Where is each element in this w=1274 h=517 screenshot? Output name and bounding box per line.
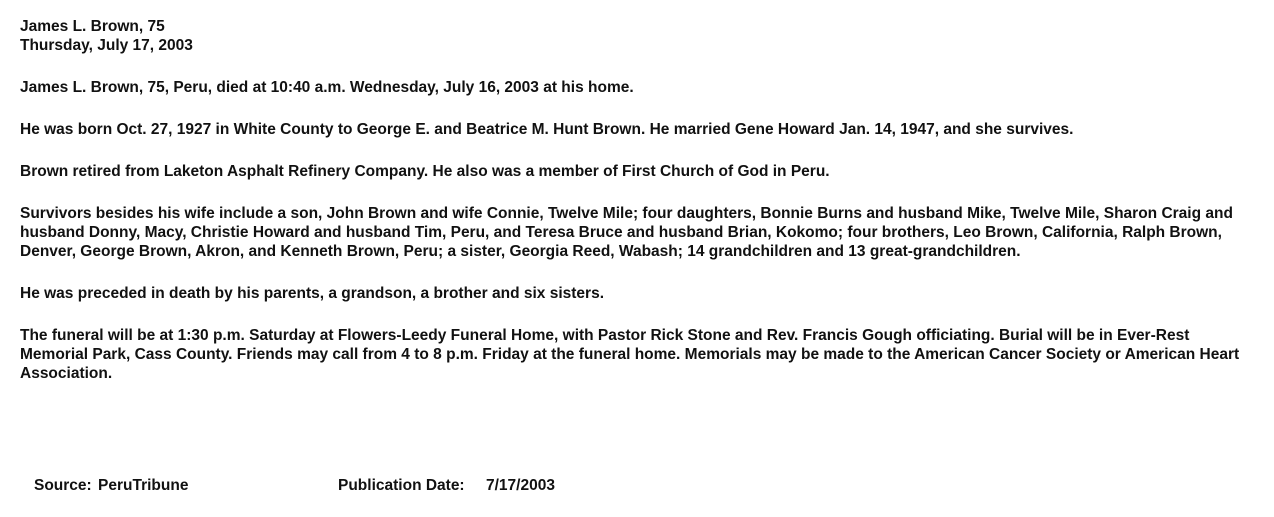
- publication-date-value: 7/17/2003: [486, 477, 555, 494]
- obituary-document: [20, 17, 1260, 383]
- survivors-paragraph: Survivors besides his wife include a son, John Brown and wife Connie, Twelve Mile; four daughters, Bonnie Burns and husband Mike, Twelve Mile, Sharon Craig and husband Donny, Macy, Christie Howard and husband Tim, Peru, and Teresa Bruce and husband Brian, Kokomo; four brothers, Leo Brown, California, Ralph Brown, Denver, George Brown, Akron, and Kenneth Brown, Peru; a sister, Georgia Reed, Wabash; 14 grandchildren and 13 great-grandchildren.: [20, 205, 1233, 260]
- source-footer: [34, 476, 555, 495]
- death-notice-paragraph: James L. Brown, 75, Peru, died at 10:40 a.m. Wednesday, July 16, 2003 at his home.: [20, 79, 634, 96]
- birth-marriage-paragraph: He was born Oct. 27, 1927 in White County to George E. and Beatrice M. Hunt Brown. He married Gene Howard Jan. 14, 1947, and she survives.: [20, 121, 1074, 138]
- source-value: PeruTribune: [98, 477, 189, 494]
- career-church-paragraph: Brown retired from Laketon Asphalt Refinery Company. He also was a member of First Church of God in Peru.: [20, 163, 830, 180]
- obituary-name-line: James L. Brown, 75: [20, 18, 165, 35]
- preceded-in-death-paragraph: He was preceded in death by his parents, a grandson, a brother and six sisters.: [20, 285, 605, 302]
- obituary-heading: [20, 17, 1260, 55]
- funeral-arrangements-paragraph: The funeral will be at 1:30 p.m. Saturday at Flowers-Leedy Funeral Home, with Pastor Rick Stone and Rev. Francis Gough officiating. Burial will be in Ever-Rest Memorial Park, Cass County. Friends may call from 4 to 8 p.m. Friday at the funeral home. Memorials may be made to the American Cancer Society or American Heart Association.: [20, 327, 1240, 382]
- source-label: Source:: [34, 477, 92, 494]
- publication-date-label: Publication Date:: [338, 477, 465, 494]
- obituary-date-line: Thursday, July 17, 2003: [20, 37, 193, 54]
